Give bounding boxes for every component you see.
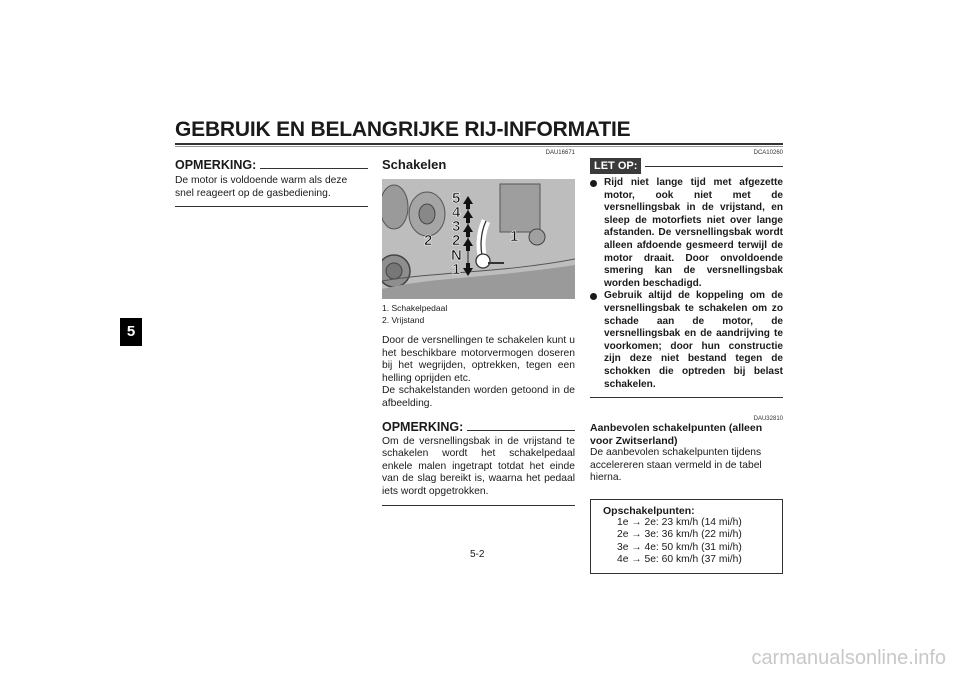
gear-label-3: 3	[452, 218, 461, 235]
caution-heading	[590, 158, 783, 174]
gear-label-5: 5	[452, 190, 461, 207]
gear-label-4: 4	[452, 204, 461, 221]
shift-points-table	[590, 499, 783, 574]
bullet-dot	[590, 293, 597, 300]
gear-label-n: N	[451, 247, 462, 264]
note-end-rule-2	[382, 505, 575, 506]
figure-captions	[382, 302, 575, 326]
shift-point-row: 3e → 4e: 50 km/h (31 mi/h)	[617, 541, 742, 553]
caution-end-rule	[590, 397, 783, 398]
caption-2: 2. Vrijstand	[382, 315, 425, 325]
shift-point-row: 1e → 2e: 23 km/h (14 mi/h)	[617, 517, 742, 529]
shift-point-row: 4e → 5e: 60 km/h (37 mi/h)	[617, 554, 742, 566]
section-code: DAU16671	[545, 150, 575, 156]
note-text-2: Om de versnellingsbak in de vrijstand te schakelen wordt het schakelpedaal enkele malen ingetrapt totdat het einde van de slag bereikt is, waarna het pedaal iets wordt opgetrokken.	[382, 435, 575, 497]
subsection-code: DAU32810	[753, 416, 783, 423]
caution-item	[590, 177, 783, 290]
title-rule-thin	[175, 146, 783, 147]
caution-heading-rule	[645, 166, 783, 167]
column-2	[382, 150, 575, 506]
caution-code: DCA10260	[753, 150, 783, 156]
note-heading-2	[382, 420, 575, 434]
caution-item	[590, 290, 783, 391]
column-1	[175, 158, 368, 207]
gear-label-2: 2	[452, 232, 461, 249]
shift-point-row: 2e → 3e: 36 km/h (22 mi/h)	[617, 529, 742, 541]
watermark: carmanualsonline.info	[751, 647, 946, 669]
callout-2: 2	[424, 232, 433, 249]
note-heading-2-label: OPMERKING:	[382, 419, 464, 434]
caption-1: 1. Schakelpedaal	[382, 303, 448, 313]
note-text: De motor is voldoende warm als deze snel reageert op de gasbediening.	[175, 175, 348, 199]
note-end-rule	[175, 206, 368, 207]
gear-label-1: 1	[452, 261, 461, 278]
page-title: GEBRUIK EN BELANGRIJKE RIJ-INFORMATIE	[175, 118, 631, 141]
shift-pedal-illustration	[382, 179, 575, 299]
subsection-heading: Aanbevolen schakelpunten (alleen voor Zwitserland)	[590, 422, 763, 447]
caution-item-text: Gebruik altijd de koppeling om de versnellingsbak te schakelen om zo schade aan de motor, de versnellingsbak en de aandrijving te voorkomen; door hun constructie zijn deze niet bestand tegen de schokken die optreden bij belast schakelen.	[604, 290, 783, 390]
subsection-text: De aanbevolen schakelpunten tijdens accelereren staan vermeld in de tabel hierna.	[590, 447, 762, 484]
caution-label: LET OP:	[590, 158, 641, 174]
title-rule	[175, 143, 783, 145]
page-number: 5-2	[470, 549, 485, 560]
note-heading-rule	[260, 168, 368, 169]
note-heading-label: OPMERKING:	[175, 158, 257, 172]
note-heading	[175, 158, 368, 172]
bullet-dot	[590, 180, 597, 187]
shift-pedal-figure	[382, 179, 575, 299]
body-paragraph-1: Door de versnellingen te schakelen kunt u het beschikbare motorvermogen doseren bij het wegrijden, optrekken, tegen een helling oprijden etc.	[382, 335, 575, 384]
note-heading-2-rule	[467, 430, 575, 431]
shift-points-heading: Opschakelpunten:	[603, 505, 695, 518]
chapter-tab: 5	[120, 318, 142, 346]
section-heading: Schakelen	[382, 157, 447, 172]
caution-list	[590, 177, 783, 391]
caution-item-text: Rijd niet lange tijd met afgezette motor, ook niet met de versnellingsbak in de vrijstand, en sleep de motorfiets niet over lange afstanden. De versnellingsbak wordt alleen afdoende gesmeerd terwijl de motor draait. Door onvoldoende smering kan de versnellingsbak worden beschadigd.	[604, 177, 783, 289]
body-paragraph-2: De schakelstanden worden getoond in de afbeelding.	[382, 385, 575, 409]
column-3	[590, 150, 783, 574]
callout-1: 1	[510, 228, 519, 245]
